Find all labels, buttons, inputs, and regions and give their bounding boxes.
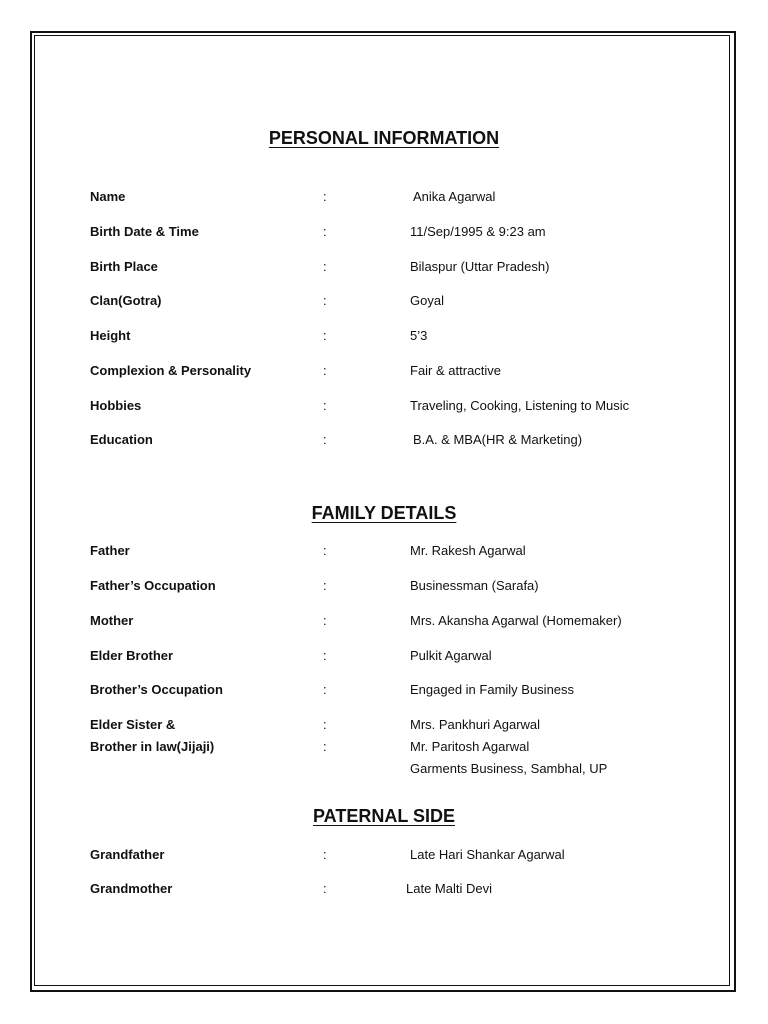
detail-row-brother-in-law	[90, 737, 710, 757]
detail-row-elder-sister	[90, 715, 710, 735]
field-value: Bilaspur (Uttar Pradesh)	[410, 259, 550, 274]
field-separator: :	[323, 189, 327, 204]
field-value: Mr. Rakesh Agarwal	[410, 543, 526, 558]
detail-row-education	[90, 430, 710, 450]
field-label: Grandfather	[90, 847, 165, 862]
field-separator: :	[323, 363, 327, 378]
field-label: Elder Brother	[90, 648, 174, 663]
field-separator: :	[323, 432, 327, 447]
detail-row-clan	[90, 291, 710, 311]
field-label: Clan(Gotra)	[90, 293, 162, 308]
field-value: Late Hari Shankar Agarwal	[410, 847, 565, 862]
section-title-personal-information: PERSONAL INFORMATION	[268, 128, 500, 148]
field-separator: :	[323, 613, 327, 628]
field-label: Brother’s Occupation	[90, 682, 223, 697]
field-separator: :	[323, 847, 327, 862]
detail-row-father-occupation	[90, 576, 710, 596]
field-value: Businessman (Sarafa)	[410, 578, 539, 593]
field-label: Birth Date & Time	[90, 224, 199, 239]
field-separator: :	[323, 224, 327, 239]
field-separator: :	[323, 648, 327, 663]
field-value: Garments Business, Sambhal, UP	[410, 761, 608, 776]
field-value: Mr. Paritosh Agarwal	[410, 739, 530, 754]
field-separator: :	[323, 739, 327, 754]
field-separator: :	[323, 543, 327, 558]
detail-row-birth-place	[90, 257, 710, 277]
field-value: Traveling, Cooking, Listening to Music	[410, 398, 630, 413]
field-value: B.A. & MBA(HR & Marketing)	[413, 432, 583, 447]
field-label: Mother	[90, 613, 134, 628]
field-separator: :	[323, 328, 327, 343]
field-label: Grandmother	[90, 881, 173, 896]
field-label: Height	[90, 328, 131, 343]
detail-row-brother-in-law-business	[90, 759, 710, 779]
field-value: 5’3	[410, 328, 428, 343]
field-label: Birth Place	[90, 259, 158, 274]
detail-row-mother	[90, 611, 710, 631]
field-value: Fair & attractive	[410, 363, 502, 378]
field-value: Late Malti Devi	[406, 881, 492, 896]
detail-row-grandfather	[90, 845, 710, 865]
field-label: Father’s Occupation	[90, 578, 216, 593]
field-separator: :	[323, 398, 327, 413]
detail-row-complexion	[90, 361, 710, 381]
detail-row-grandmother	[90, 879, 710, 899]
field-value: Goyal	[410, 293, 444, 308]
field-separator: :	[323, 293, 327, 308]
detail-row-birth-date-time	[90, 222, 710, 242]
field-label: Education	[90, 432, 153, 447]
detail-row-name	[90, 187, 710, 207]
detail-row-father	[90, 541, 710, 561]
field-label: Hobbies	[90, 398, 142, 413]
field-separator: :	[323, 578, 327, 593]
section-title-paternal-side: PATERNAL SIDE	[312, 806, 455, 826]
field-value: Engaged in Family Business	[410, 682, 575, 697]
field-label: Father	[90, 543, 130, 558]
detail-row-elder-brother	[90, 646, 710, 666]
field-label: Elder Sister &	[90, 717, 176, 732]
field-value: Mrs. Akansha Agarwal (Homemaker)	[410, 613, 622, 628]
field-separator: :	[323, 259, 327, 274]
detail-row-height	[90, 326, 710, 346]
section-title-family-details: FAMILY DETAILS	[311, 503, 457, 523]
field-separator: :	[323, 682, 327, 697]
field-label: Complexion & Personality	[90, 363, 252, 378]
field-value: 11/Sep/1995 & 9:23 am	[410, 224, 546, 239]
field-value: Anika Agarwal	[413, 189, 496, 204]
field-label: Name	[90, 189, 126, 204]
detail-row-brother-occupation	[90, 680, 710, 700]
field-label: Brother in law(Jijaji)	[90, 739, 215, 754]
field-separator: :	[323, 717, 327, 732]
detail-row-hobbies	[90, 396, 710, 416]
field-value: Pulkit Agarwal	[410, 648, 492, 663]
field-value: Mrs. Pankhuri Agarwal	[410, 717, 541, 732]
field-separator: :	[323, 881, 327, 896]
